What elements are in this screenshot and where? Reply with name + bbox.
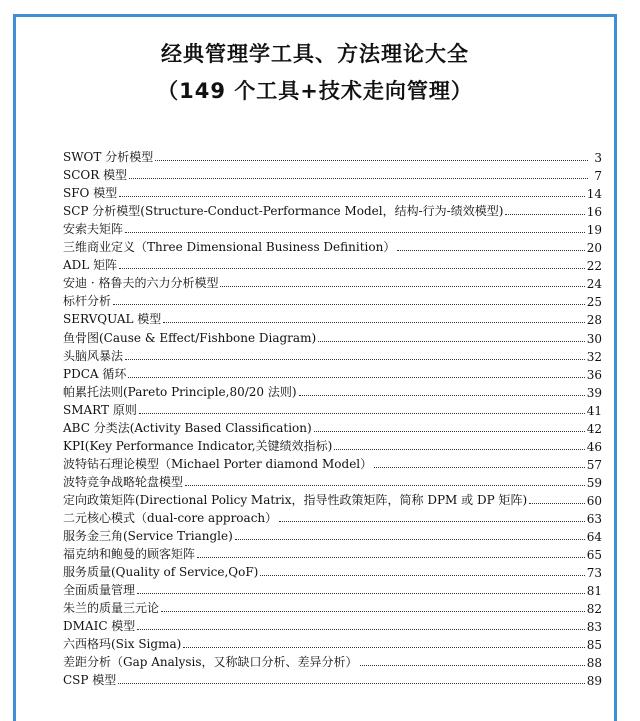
toc-entry[interactable] bbox=[63, 219, 602, 237]
toc-dot-leader bbox=[299, 395, 585, 396]
toc-entry-page-number: 24 bbox=[586, 277, 602, 292]
toc-entry[interactable] bbox=[63, 309, 602, 327]
toc-entry[interactable] bbox=[63, 346, 602, 364]
toc-entry-title: ABC 分类法(Activity Based Classification) bbox=[63, 420, 312, 435]
toc-dot-leader bbox=[374, 467, 585, 468]
toc-dot-leader bbox=[113, 304, 585, 305]
toc-entry-page-number: 41 bbox=[586, 403, 602, 418]
toc-entry-page-number: 20 bbox=[586, 241, 602, 256]
toc-entry-title: 帕累托法则(Pareto Principle,80/20 法则) bbox=[63, 384, 297, 399]
toc-entry-page-number: 42 bbox=[586, 421, 602, 436]
toc-dot-leader bbox=[137, 629, 584, 630]
toc-entry[interactable] bbox=[63, 147, 602, 165]
toc-entry[interactable] bbox=[63, 616, 602, 634]
toc-entry-title: 全面质量管理 bbox=[63, 583, 136, 598]
toc-entry[interactable] bbox=[63, 508, 602, 526]
toc-entry-title: SERVQUAL 模型 bbox=[63, 312, 162, 327]
toc-entry-page-number: 3 bbox=[594, 151, 602, 166]
toc-entry-page-number: 60 bbox=[586, 493, 602, 508]
toc-entry-title: PDCA 循环 bbox=[63, 366, 127, 381]
toc-dot-leader bbox=[220, 286, 584, 287]
toc-entry-title: 标杆分析 bbox=[63, 294, 112, 309]
toc-entry-title: 福克纳和鲍曼的顾客矩阵 bbox=[63, 547, 196, 562]
toc-entry[interactable] bbox=[63, 670, 602, 688]
toc-dot-leader bbox=[128, 377, 584, 378]
toc-entry-page-number: 28 bbox=[586, 313, 602, 328]
toc-entry-page-number: 32 bbox=[586, 349, 602, 364]
toc-entry[interactable] bbox=[63, 418, 602, 436]
toc-entry[interactable] bbox=[63, 273, 602, 291]
toc-entry[interactable] bbox=[63, 165, 602, 183]
toc-entry[interactable] bbox=[63, 436, 602, 454]
toc-entry-title: SFO 模型 bbox=[63, 186, 118, 201]
toc-entry-title: 安索夫矩阵 bbox=[63, 222, 124, 237]
toc-entry-page-number: 46 bbox=[586, 439, 602, 454]
toc-entry-page-number: 14 bbox=[586, 187, 602, 202]
toc-entry[interactable] bbox=[63, 580, 602, 598]
toc-entry-title: 二元核心模式（dual-core approach） bbox=[63, 510, 278, 525]
toc-entry[interactable] bbox=[63, 183, 602, 201]
toc-entry-page-number: 59 bbox=[586, 475, 602, 490]
toc-entry-title: SMART 原则 bbox=[63, 402, 137, 417]
toc-entry-title: 朱兰的质量三元论 bbox=[63, 601, 160, 616]
toc-entry[interactable] bbox=[63, 327, 602, 345]
toc-entry-title: 安迪 · 格鲁夫的六力分析模型 bbox=[63, 276, 219, 291]
toc-dot-leader bbox=[318, 341, 585, 342]
toc-dot-leader bbox=[397, 250, 584, 251]
toc-entry[interactable] bbox=[63, 526, 602, 544]
toc-entry-title: SCP 分析模型(Structure-Conduct-Performance Model，结构-行为-绩效模型) bbox=[63, 204, 504, 219]
toc-entry-title: SCOR 模型 bbox=[63, 168, 128, 183]
toc-entry[interactable] bbox=[63, 598, 602, 616]
toc-entry-title: 服务金三角(Service Triangle) bbox=[63, 529, 233, 544]
document-title bbox=[16, 39, 614, 107]
toc-entry[interactable] bbox=[63, 634, 602, 652]
toc-entry[interactable] bbox=[63, 237, 602, 255]
toc-dot-leader bbox=[125, 359, 585, 360]
toc-dot-leader bbox=[183, 647, 584, 648]
toc-dot-leader bbox=[314, 431, 585, 432]
toc-entry-page-number: 39 bbox=[586, 385, 602, 400]
toc-entry[interactable] bbox=[63, 364, 602, 382]
toc-dot-leader bbox=[334, 449, 584, 450]
toc-entry-page-number: 57 bbox=[586, 457, 602, 472]
toc-entry-title: CSP 模型 bbox=[63, 673, 117, 688]
table-of-contents bbox=[63, 147, 602, 688]
toc-entry-title: 六西格玛(Six Sigma) bbox=[63, 637, 182, 652]
toc-entry[interactable] bbox=[63, 454, 602, 472]
toc-entry[interactable] bbox=[63, 291, 602, 309]
toc-entry-title: KPI(Key Performance Indicator,关键绩效指标) bbox=[63, 438, 333, 453]
toc-dot-leader bbox=[161, 611, 585, 612]
toc-entry-page-number: 81 bbox=[586, 584, 602, 599]
toc-dot-leader bbox=[235, 539, 585, 540]
toc-entry-page-number: 63 bbox=[586, 511, 602, 526]
toc-entry[interactable] bbox=[63, 490, 602, 508]
toc-dot-leader bbox=[139, 413, 585, 414]
title-line-main: 经典管理学工具、方法理论大全 bbox=[161, 42, 469, 66]
toc-entry-title: 服务质量(Quality of Service,QoF) bbox=[63, 565, 259, 580]
toc-entry[interactable] bbox=[63, 255, 602, 273]
toc-dot-leader bbox=[260, 575, 584, 576]
toc-entry-page-number: 19 bbox=[586, 223, 602, 238]
toc-dot-leader bbox=[163, 322, 584, 323]
toc-entry-title: SWOT 分析模型 bbox=[63, 150, 154, 165]
toc-entry-page-number: 65 bbox=[586, 548, 602, 563]
toc-dot-leader bbox=[129, 178, 588, 179]
toc-entry-title: 三维商业定义（Three Dimensional Business Definition） bbox=[63, 240, 396, 255]
toc-entry-page-number: 16 bbox=[586, 205, 602, 220]
toc-entry[interactable] bbox=[63, 400, 602, 418]
toc-entry-page-number: 7 bbox=[594, 169, 602, 184]
toc-entry-page-number: 88 bbox=[586, 656, 602, 671]
toc-entry-page-number: 85 bbox=[586, 638, 602, 653]
toc-dot-leader bbox=[529, 503, 585, 504]
toc-entry-title: 鱼骨图(Cause & Effect/Fishbone Diagram) bbox=[63, 330, 317, 345]
toc-entry-page-number: 89 bbox=[586, 674, 602, 689]
toc-entry[interactable] bbox=[63, 544, 602, 562]
toc-entry[interactable] bbox=[63, 562, 602, 580]
toc-entry[interactable] bbox=[63, 382, 602, 400]
title-line-subtitle: （149 个工具+技术走向管理） bbox=[157, 79, 473, 103]
toc-entry-title: 差距分析（Gap Analysis，又称缺口分析、差异分析） bbox=[63, 655, 358, 670]
toc-entry-page-number: 22 bbox=[586, 259, 602, 274]
toc-entry-page-number: 25 bbox=[586, 295, 602, 310]
toc-entry-title: 定向政策矩阵(Directional Policy Matrix，指导性政策矩阵，简称 DPM 或 DP 矩阵) bbox=[63, 492, 528, 507]
toc-dot-leader bbox=[197, 557, 585, 558]
toc-dot-leader bbox=[137, 593, 585, 594]
toc-entry-title: DMAIC 模型 bbox=[63, 619, 136, 634]
toc-entry[interactable] bbox=[63, 652, 602, 670]
toc-entry[interactable] bbox=[63, 201, 602, 219]
toc-dot-leader bbox=[118, 683, 584, 684]
toc-entry-title: ADL 矩阵 bbox=[63, 258, 118, 273]
toc-dot-leader bbox=[155, 160, 588, 161]
toc-dot-leader bbox=[119, 268, 585, 269]
toc-dot-leader bbox=[360, 665, 585, 666]
toc-entry-title: 头脑风暴法 bbox=[63, 348, 124, 363]
toc-entry-title: 波特竞争战略轮盘模型 bbox=[63, 474, 184, 489]
toc-entry[interactable] bbox=[63, 472, 602, 490]
toc-entry-page-number: 73 bbox=[586, 566, 602, 581]
toc-entry-page-number: 36 bbox=[586, 367, 602, 382]
toc-dot-leader bbox=[125, 232, 585, 233]
toc-entry-page-number: 83 bbox=[586, 620, 602, 635]
toc-dot-leader bbox=[505, 214, 584, 215]
toc-entry-page-number: 64 bbox=[586, 530, 602, 545]
toc-dot-leader bbox=[279, 521, 585, 522]
document-frame bbox=[13, 14, 617, 721]
toc-dot-leader bbox=[119, 196, 585, 197]
toc-entry-title: 波特钻石理论模型（Michael Porter diamond Model） bbox=[63, 456, 373, 471]
toc-entry-page-number: 30 bbox=[586, 331, 602, 346]
toc-entry-page-number: 82 bbox=[586, 602, 602, 617]
toc-dot-leader bbox=[185, 485, 585, 486]
